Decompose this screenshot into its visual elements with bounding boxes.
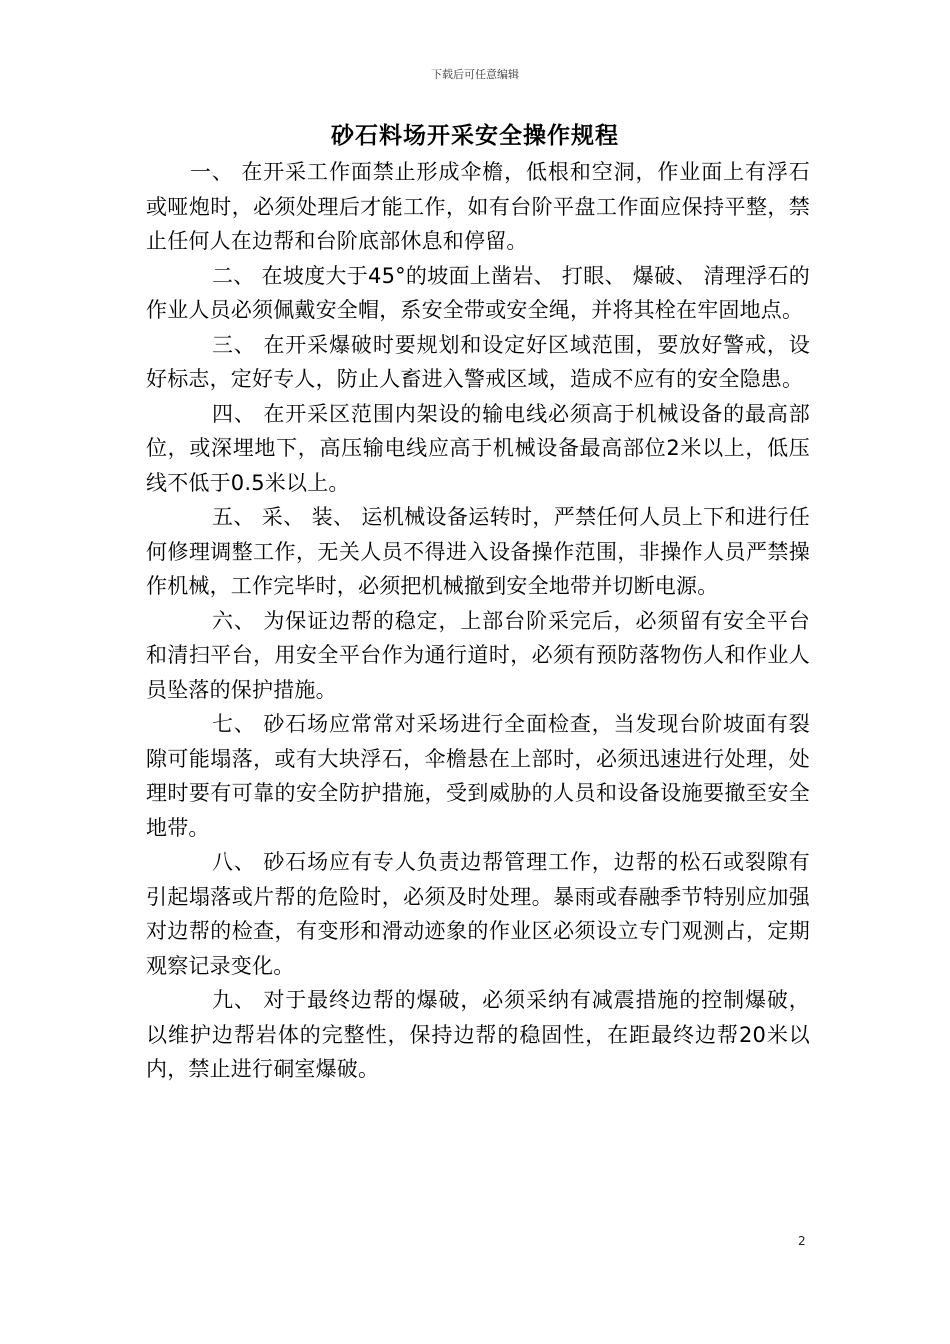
paragraph-6: 六、 为保证边帮的稳定，上部台阶采完后，必须留有安全平台和清扫平台，用安全平台作为通行道时，必须有预防落物伤人和作业人员坠落的保护措施。 [146,608,810,702]
header-note: 下载后可任意编辑 [431,68,519,81]
document-body [146,155,810,1087]
paragraph-7: 七、 砂石场应常常对采场进行全面检查，当发现台阶坡面有裂隙可能塌落，或有大块浮石，伞檐悬在上部时，必须迅速进行处理，处理时要有可靠的安全防护措施，受到威胁的人员和设备设施要撤至安全地带。 [146,712,810,840]
paragraph-5: 五、 采、 装、 运机械设备运转时，严禁任何人员上下和进行任何修理调整工作，无关人员不得进入设备操作范围，非操作人员严禁操作机械，工作完毕时，必须把机械撤到安全地带并切断电源。 [146,505,810,598]
paragraph-2: 二、 在坡度大于45°的坡面上凿岩、 打眼、 爆破、 清理浮石的作业人员必须佩戴安全帽，系安全带或安全绳，并将其栓在牢固地点。 [146,263,810,322]
paragraph-8: 八、 砂石场应有专人负责边帮管理工作，边帮的松石或裂隙有引起塌落或片帮的危险时，必须及时处理。暴雨或春融季节特别应加强对边帮的检查，有变形和滑动迹象的作业区必须设立专门观测占，定期观察记录变化。 [146,850,810,978]
paragraph-9: 九、 对于最终边帮的爆破，必须采纳有减震措施的控制爆破，以维护边帮岩体的完整性，保持边帮的稳固性，在距最终边帮20米以内，禁止进行硐室爆破。 [146,988,810,1081]
page-number: 2 [798,1234,806,1248]
paragraph-3: 三、 在开采爆破时要规划和设定好区域范围，要放好警戒，设好标志，定好专人，防止人畜进入警戒区域，造成不应有的安全隐患。 [146,332,810,391]
document-title: 砂石料场开采安全操作规程 [331,123,619,149]
paragraph-4: 四、 在开采区范围内架设的输电线必须高于机械设备的最高部位，或深埋地下，高压输电线应高于机械设备最高部位2米以上，低压线不低于0.5米以上。 [146,401,810,495]
paragraph-1: 一、 在开采工作面禁止形成伞檐，低根和空洞，作业面上有浮石或哑炮时，必须处理后才能工作，如有台阶平盘工作面应保持平整，禁止任何人在边帮和台阶底部休息和停留。 [146,160,810,253]
